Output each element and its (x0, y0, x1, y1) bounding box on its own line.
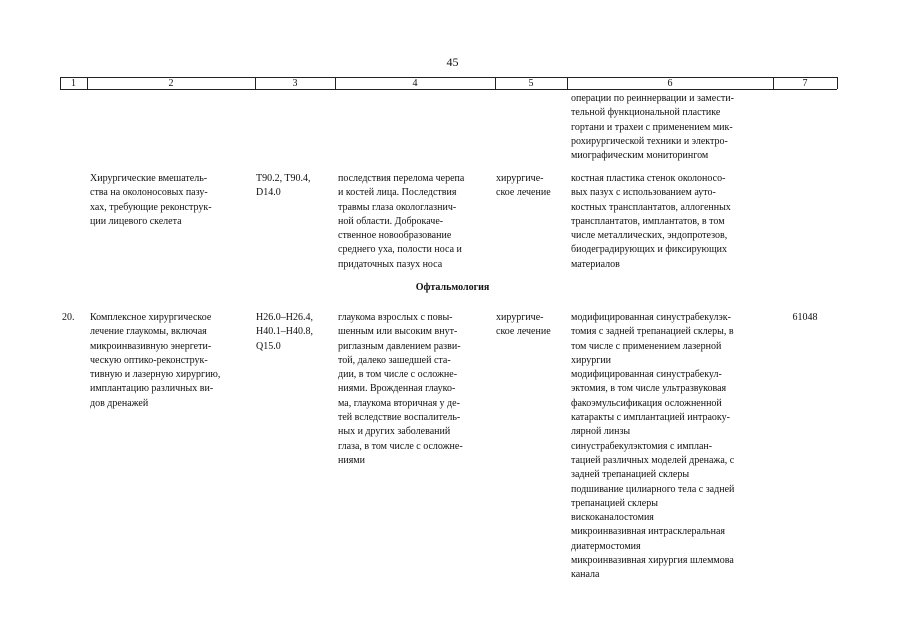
text-line: костная пластика стенок околоносо- (571, 173, 726, 184)
text-line: последствия перелома черепа (338, 173, 465, 184)
text-line: трансплантатов, имплантатов, в том (571, 215, 725, 227)
text-line: хах, требующие реконструк- (90, 201, 212, 213)
text-line: ниями. Врожденная глауко- (338, 383, 456, 395)
column-header-3: 3 (292, 78, 298, 89)
text-line: ных и других заболеваний (338, 426, 451, 438)
row-20-treatment-cell (496, 311, 566, 340)
text-line: придаточных пазух носа (338, 258, 443, 270)
text-line: среднего уха, полости носа и (338, 244, 462, 256)
text-line: дии, в том числе с осложне- (338, 369, 458, 381)
row-20-model-cell (338, 311, 492, 468)
text-line: травмы глаза окологлазнич- (338, 201, 457, 213)
text-line: Комплексное хирургическое (90, 312, 212, 323)
row-20-cost: 61048 (792, 312, 818, 323)
text-line: дов дренажей (90, 397, 149, 409)
text-line: ское лечение (496, 187, 551, 199)
column-header-6: 6 (667, 78, 673, 89)
text-line: шенным или высоким внут- (338, 326, 458, 338)
text-line: эктомия, в том числе ультразвуковая (571, 383, 727, 395)
text-line: миографическим мониторингом (571, 150, 709, 162)
text-line: хирургиче- (496, 312, 544, 323)
page-number: 45 (446, 55, 459, 69)
text-line: тей вследствие воспалитель- (338, 412, 461, 424)
text-line: вискоканалостомия (571, 512, 654, 524)
text-line: задней трепанацией склеры (571, 469, 690, 481)
row-face-codes-cell (256, 172, 332, 201)
text-line: ной области. Доброкаче- (338, 215, 444, 227)
text-line: материалов (571, 258, 620, 270)
column-header-4: 4 (412, 78, 418, 89)
row-face-treatment-cell (496, 172, 566, 201)
text-line: той, далеко зашедшей ста- (338, 354, 451, 366)
text-line: тивную и лазерную хирургию, (90, 369, 221, 381)
text-line: тельной функциональной пластике (571, 107, 721, 119)
text-line: T90.2, T90.4, (256, 173, 311, 184)
column-divider (837, 77, 838, 89)
text-line: диатермостомия (571, 540, 641, 552)
text-line: рохирургической техники и электро- (571, 135, 728, 147)
text-line: катаракты с имплантацией интраоку- (571, 412, 730, 424)
text-line: лечение глаукомы, включая (90, 326, 207, 338)
section-title: Офтальмология (415, 282, 490, 293)
row-20-codes-cell (256, 311, 332, 354)
text-line: глаукома взрослых с повы- (338, 312, 453, 323)
text-line: гортани и трахеи с применением мик- (571, 121, 733, 133)
column-header-5: 5 (528, 78, 534, 89)
text-line: факоэмульсификация осложненной (571, 397, 722, 409)
text-line: ниями (338, 454, 365, 466)
row-20-methods-cell (571, 311, 769, 583)
column-header-2: 2 (168, 78, 174, 89)
text-line: синустрабекулэктомия с имплан- (571, 440, 713, 452)
text-line: трепанацией склеры (571, 497, 658, 509)
text-line: модифицированная синустрабекул- (571, 369, 722, 381)
text-line: числе металлических, эндопротезов, (571, 230, 728, 242)
text-line: ма, глаукома вторичная у де- (338, 397, 460, 409)
text-line: тацией различных моделей дренажа, с (571, 454, 735, 466)
text-line: ства на околоносовых пазу- (90, 187, 208, 199)
text-line: микроинвазивная хирургия шлеммова (571, 555, 734, 567)
text-line: вых пазух с использованием ауто- (571, 187, 716, 199)
text-line: лярной линзы (571, 426, 631, 438)
table-header-bottom-border (60, 89, 837, 90)
text-line: микроинвазивную энергети- (90, 340, 212, 352)
continuation-methods-cell (571, 92, 769, 163)
row-face-model-cell (338, 172, 492, 272)
text-line: и костей лица. Последствия (338, 187, 457, 199)
text-line: ское лечение (496, 326, 551, 338)
column-header-1: 1 (71, 78, 76, 89)
text-line: ции лицевого скелета (90, 215, 182, 227)
text-line: микроинвазивная интрасклеральная (571, 526, 726, 538)
row-20-name-cell (90, 311, 250, 411)
text-line: H26.0–H26.4, (256, 312, 313, 323)
row-20-number: 20. (62, 312, 75, 323)
text-line: Хирургические вмешатель- (90, 173, 208, 184)
text-line: модифицированная синустрабекулэк- (571, 312, 731, 323)
text-line: глаза, в том числе с осложне- (338, 440, 463, 452)
text-line: томия с задней трепанацией склеры, в (571, 326, 734, 338)
text-line: подшивание цилиарного тела с задней (571, 483, 735, 495)
text-line: биодеградирующих и фиксирующих (571, 244, 728, 256)
text-line: ческую оптико-реконструк- (90, 354, 208, 366)
text-line: хирургиче- (496, 173, 544, 184)
text-line: имплантацию различных ви- (90, 383, 214, 395)
text-line: операции по реиннервации и замести- (571, 93, 734, 104)
text-line: H40.1–H40.8, (256, 326, 313, 338)
row-face-name-cell (90, 172, 250, 229)
text-line: D14.0 (256, 187, 281, 199)
text-line: том числе с применением лазерной (571, 340, 722, 352)
text-line: риглазным давлением разви- (338, 340, 461, 352)
text-line: Q15.0 (256, 340, 281, 352)
column-header-7: 7 (802, 78, 808, 89)
text-line: костных трансплантатов, аллогенных (571, 201, 731, 213)
text-line: канала (571, 569, 600, 581)
text-line: ственное новообразование (338, 230, 452, 242)
row-face-methods-cell (571, 172, 769, 272)
text-line: хирургии (571, 354, 612, 366)
